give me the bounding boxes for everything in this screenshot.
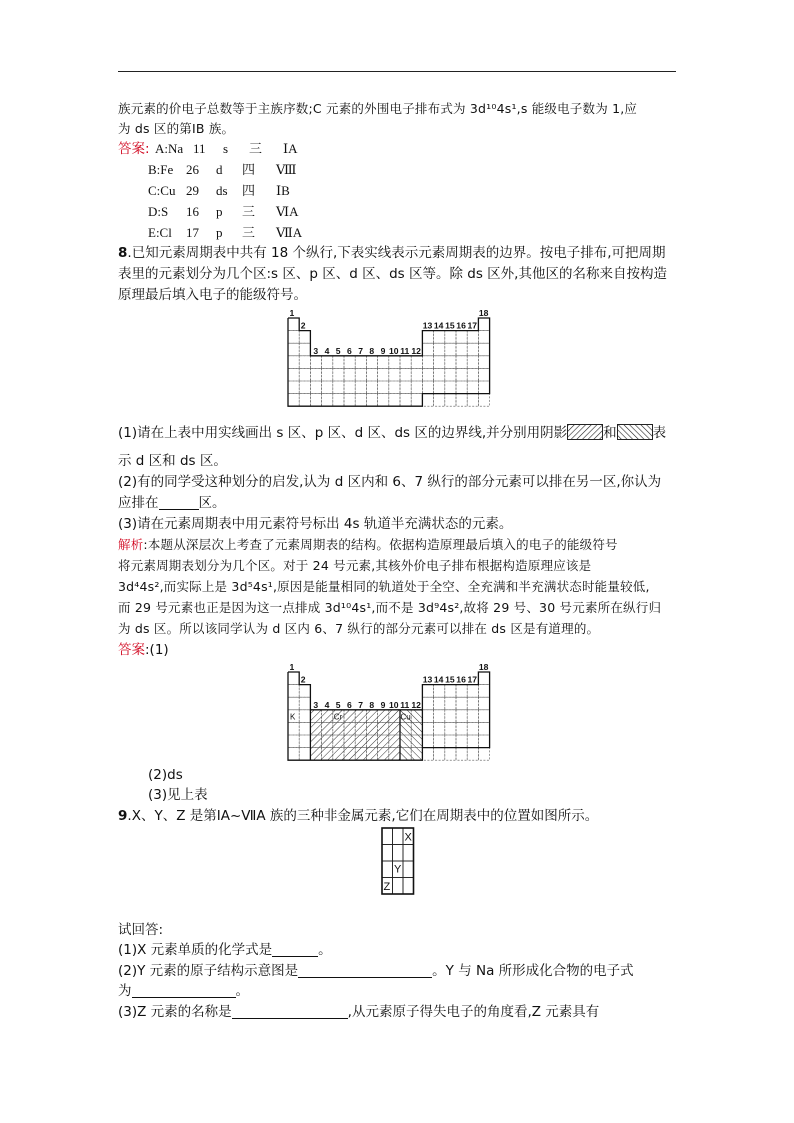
q8-part2-blank[interactable] xyxy=(159,495,199,510)
table-cell xyxy=(445,331,456,344)
q9-part2-line-1 xyxy=(118,961,678,981)
table-cell xyxy=(299,735,310,748)
q8-part1-text: (1)请在上表中用实线画出 s 区、p 区、d 区、ds 区的边界线,并分别用阴影 xyxy=(118,425,568,441)
table-cell xyxy=(333,368,344,381)
q9-part1-line xyxy=(118,940,678,960)
group-label-d: 11 xyxy=(400,345,410,356)
table-cell xyxy=(288,356,299,369)
q8-part2-tail: 区。 xyxy=(198,495,226,511)
table-cell xyxy=(366,381,377,394)
table-cell xyxy=(422,685,433,698)
table-cell xyxy=(422,735,433,748)
table-cell xyxy=(389,394,400,407)
periodic-table-answer xyxy=(286,660,512,764)
table-cell xyxy=(400,394,411,407)
xyz-cell xyxy=(403,861,414,878)
table-cell xyxy=(333,381,344,394)
answer7-row xyxy=(148,181,306,201)
table-cell xyxy=(445,735,456,748)
table-cell xyxy=(378,368,389,381)
q8-part1-line xyxy=(118,423,678,443)
table-cell xyxy=(434,343,445,356)
xyz-cell xyxy=(393,878,404,895)
table-cell xyxy=(422,722,433,735)
q9-part1-text: (1)X 元素单质的化学式是 xyxy=(118,942,273,958)
y-label: Y xyxy=(394,863,402,876)
answer8-part2: (2)ds xyxy=(148,767,183,783)
group-label-d: 4 xyxy=(324,699,330,710)
table-cell xyxy=(478,394,489,407)
table-cell xyxy=(467,735,478,748)
group-label-1: 1 xyxy=(289,662,295,672)
group-label-d: 10 xyxy=(389,345,399,356)
table-cell xyxy=(366,356,377,369)
table-cell xyxy=(422,331,433,344)
table-cell xyxy=(299,685,310,698)
table-cell xyxy=(411,368,422,381)
table-cell xyxy=(456,685,467,698)
table-cell xyxy=(478,748,489,761)
table-cell xyxy=(310,356,321,369)
q9-number: 9 xyxy=(118,808,128,824)
answer7-el: C:Cu xyxy=(148,183,176,198)
table-cell xyxy=(478,697,489,710)
table-cell xyxy=(411,381,422,394)
q9-part2-blank-2[interactable] xyxy=(132,983,236,998)
table-cell xyxy=(288,685,299,698)
z-label: Z xyxy=(383,881,391,893)
table-cell xyxy=(478,318,489,331)
q8-part1-line-2: 示 d 区和 ds 区。 xyxy=(118,453,227,469)
table-cell xyxy=(422,368,433,381)
q9-part2-text: (2)Y 元素的原子结构示意图是 xyxy=(118,963,299,979)
group-label-d: 6 xyxy=(347,699,352,710)
q9-part1-blank[interactable] xyxy=(272,942,318,957)
table-cell xyxy=(400,356,411,369)
table-cell xyxy=(478,381,489,394)
table-cell xyxy=(288,368,299,381)
table-cell xyxy=(434,697,445,710)
q9-part2-prefix: 为 xyxy=(118,983,132,999)
q8-part2-line-2 xyxy=(118,493,678,513)
answer7-group: ⅦA xyxy=(276,225,303,240)
group-label-p: 17 xyxy=(467,320,478,331)
answer7-row xyxy=(155,139,313,159)
table-cell xyxy=(445,368,456,381)
answer7-block: d xyxy=(216,162,223,177)
answer7-el: A:Na xyxy=(155,141,184,156)
q8-part1-tail: 表 xyxy=(652,425,667,441)
group-label-2: 2 xyxy=(300,674,306,685)
answer7-period: 四 xyxy=(242,183,256,198)
table-cell xyxy=(288,381,299,394)
group-label-d: 5 xyxy=(335,699,341,710)
table-cell xyxy=(422,697,433,710)
group-label-p: 14 xyxy=(433,320,444,331)
table-cell xyxy=(478,331,489,344)
q8-line-3: 原理最后填入电子的能级符号。 xyxy=(118,287,307,303)
table-cell xyxy=(445,685,456,698)
table-cell xyxy=(322,356,333,369)
table-cell xyxy=(478,672,489,685)
answer7-block: p xyxy=(216,225,223,240)
group-label-p: 16 xyxy=(456,320,466,331)
table-cell xyxy=(445,748,456,761)
group-label-p: 15 xyxy=(445,320,455,331)
table-cell xyxy=(467,368,478,381)
group-label-d: 10 xyxy=(389,699,399,710)
table-cell xyxy=(456,356,467,369)
table-cell xyxy=(299,381,310,394)
answer7-block: ds xyxy=(216,183,228,198)
header-rule xyxy=(118,71,676,72)
answer7-row xyxy=(148,160,306,180)
element-Cr: Cr xyxy=(333,712,343,722)
table-cell xyxy=(422,748,433,761)
answer7-block: p xyxy=(216,204,223,219)
table-cell xyxy=(467,685,478,698)
table-cell xyxy=(288,748,299,761)
analysis-line-3: 3d⁴4s²,而实际上是 3d⁵4s¹,原因是能量相同的轨道处于全空、全充满和半充满状态时能量较低, xyxy=(118,579,650,594)
table-cell xyxy=(478,735,489,748)
group-label-p: 15 xyxy=(445,674,455,685)
xyz-cell xyxy=(393,828,404,845)
table-cell xyxy=(400,368,411,381)
answer-label: 答案 xyxy=(118,141,145,157)
xyz-cell xyxy=(382,861,393,878)
table-cell xyxy=(478,722,489,735)
group-label-d: 9 xyxy=(380,699,386,710)
table-cell xyxy=(456,710,467,723)
table-cell xyxy=(445,394,456,407)
table-cell xyxy=(445,381,456,394)
group-label-d: 12 xyxy=(411,699,421,710)
analysis-line-5: 为 ds 区。所以该同学认为 d 区内 6、7 纵行的部分元素可以排在 ds 区是有道理的。 xyxy=(118,621,600,636)
table-cell xyxy=(434,735,445,748)
table-cell xyxy=(322,381,333,394)
table-cell xyxy=(299,343,310,356)
table-cell xyxy=(445,710,456,723)
table-cell xyxy=(344,381,355,394)
table-cell xyxy=(456,343,467,356)
answer7-period: 三 xyxy=(249,141,263,156)
table-cell xyxy=(422,343,433,356)
table-cell xyxy=(333,356,344,369)
group-label-p: 13 xyxy=(422,320,433,331)
group-label-p: 17 xyxy=(467,674,478,685)
analysis-label: 解析 xyxy=(118,537,144,552)
table-cell xyxy=(333,394,344,407)
answer7-block: s xyxy=(223,141,229,156)
q8-text-1: .已知元素周期表中共有 18 个纵行,下表实线表示元素周期表的边界。按电子排布,可把周期 xyxy=(127,245,666,261)
q9-part3-line xyxy=(118,1002,678,1022)
xyz-cell xyxy=(382,845,393,862)
group-label-d: 8 xyxy=(369,699,375,710)
table-cell xyxy=(445,697,456,710)
answer7-group: Ⅷ xyxy=(276,162,297,177)
q9-part3-tail: ,从元素原子得失电子的角度看,Z 元素具有 xyxy=(347,1004,600,1020)
q8-line-1 xyxy=(118,243,678,263)
table-cell xyxy=(478,710,489,723)
answer7-z: 11 xyxy=(193,141,206,156)
q9-part2-mid: 。Y 与 Na 所形成化合物的电子式 xyxy=(432,963,634,979)
answer7-el: E:Cl xyxy=(148,225,172,240)
q9-part1-tail: 。 xyxy=(318,942,332,958)
table-cell xyxy=(344,368,355,381)
q9-part3-blank[interactable] xyxy=(232,1004,348,1019)
table-cell xyxy=(299,394,310,407)
table-cell xyxy=(411,356,422,369)
q9-part2-blank-1[interactable] xyxy=(298,963,432,978)
analysis-line-1 xyxy=(118,535,678,555)
group-label-d: 12 xyxy=(411,345,421,356)
table-cell xyxy=(467,356,478,369)
answer7-period: 三 xyxy=(242,204,256,219)
table-cell xyxy=(310,368,321,381)
table-cell xyxy=(288,394,299,407)
q9-text-1: .X、Y、Z 是第ⅠA~ⅦA 族的三种非金属元素,它们在周期表中的位置如图所示。 xyxy=(127,808,599,824)
group-label-2: 2 xyxy=(300,320,306,331)
xyz-cell xyxy=(403,878,414,895)
q8-part1-and: 和 xyxy=(603,425,617,441)
group-label-p: 14 xyxy=(433,674,444,685)
table-cell xyxy=(299,722,310,735)
table-cell xyxy=(422,394,433,407)
table-cell xyxy=(299,697,310,710)
table-cell xyxy=(434,331,445,344)
table-cell xyxy=(299,748,310,761)
group-label-d: 4 xyxy=(324,345,330,356)
group-label-d: 5 xyxy=(335,345,341,356)
table-cell xyxy=(467,394,478,407)
answer8-part1: :(1) xyxy=(145,642,169,658)
answer8-label: 答案 xyxy=(118,642,145,658)
prev-analysis-line-2: 为 ds 区的第ⅠB 族。 xyxy=(118,121,235,136)
table-cell xyxy=(434,368,445,381)
hatch-pattern-b-icon xyxy=(617,424,653,440)
table-cell xyxy=(478,343,489,356)
answer7-row xyxy=(148,223,306,243)
table-cell xyxy=(434,381,445,394)
answer7-el: D:S xyxy=(148,204,169,219)
table-cell xyxy=(467,343,478,356)
prev-analysis-line-1: 族元素的价电子总数等于主族序数;C 元素的外围电子排布式为 3d¹⁰4s¹,s 能级电子数为 1,应 xyxy=(118,101,638,116)
table-cell xyxy=(467,331,478,344)
table-cell xyxy=(288,722,299,735)
q8-line-2: 表里的元素划分为几个区:s 区、p 区、d 区、ds 区等。除 ds 区外,其他区的名称来自按构造 xyxy=(118,266,667,282)
group-label-18: 18 xyxy=(478,308,489,318)
table-cell xyxy=(467,697,478,710)
table-cell xyxy=(355,356,366,369)
group-label-d: 7 xyxy=(358,699,363,710)
group-label-d: 9 xyxy=(380,345,386,356)
xyz-position-grid xyxy=(381,827,415,895)
table-cell xyxy=(422,710,433,723)
table-cell xyxy=(378,394,389,407)
table-cell xyxy=(467,381,478,394)
table-cell xyxy=(445,722,456,735)
group-label-1: 1 xyxy=(289,308,295,318)
q9-part2-tail: 。 xyxy=(235,983,249,999)
group-label-d: 6 xyxy=(347,345,352,356)
q9-part3-text: (3)Z 元素的名称是 xyxy=(118,1004,232,1020)
q9-part2-line-2 xyxy=(118,981,678,1001)
table-cell xyxy=(299,368,310,381)
table-cell xyxy=(456,722,467,735)
group-label-d: 3 xyxy=(313,699,319,710)
table-cell xyxy=(389,356,400,369)
table-cell xyxy=(355,368,366,381)
answer7-label-line: 答案: xyxy=(118,141,150,157)
group-label-p: 13 xyxy=(422,674,433,685)
table-cell xyxy=(434,685,445,698)
table-cell xyxy=(344,394,355,407)
table-cell xyxy=(456,394,467,407)
table-cell xyxy=(299,331,310,344)
periodic-table-outline xyxy=(286,306,512,410)
answer7-group: ⅥA xyxy=(276,204,299,219)
table-cell xyxy=(456,381,467,394)
answer8-part3: (3)见上表 xyxy=(148,787,208,803)
xyz-cell xyxy=(393,845,404,862)
analysis-text-1: :本题从深层次上考查了元素周期表的结构。依据构造原理最后填入的电子的能级符号 xyxy=(143,537,618,552)
table-cell xyxy=(288,697,299,710)
q8-part2-line-1: (2)有的同学受这种划分的启发,认为 d 区内和 6、7 纵行的部分元素可以排在另一区,你认为 xyxy=(118,474,662,490)
table-cell xyxy=(310,394,321,407)
table-cell xyxy=(445,343,456,356)
table-cell xyxy=(355,381,366,394)
table-cell xyxy=(434,710,445,723)
table-cell xyxy=(288,331,299,344)
table-cell xyxy=(378,356,389,369)
answer7-group: ⅠB xyxy=(276,183,290,198)
table-cell xyxy=(299,710,310,723)
xyz-cell xyxy=(403,845,414,862)
answer7-group: ⅠA xyxy=(283,141,298,156)
table-cell xyxy=(434,722,445,735)
analysis-line-2: 将元素周期表划分为几个区。对于 24 号元素,其核外价电子排布根据构造原理应该是 xyxy=(118,558,592,573)
analysis-line-4: 而 29 号元素也正是因为这一点排成 3d¹⁰4s¹,而不是 3d⁹4s²,故将 29 号、30 号元素所在纵行归 xyxy=(118,600,662,615)
table-cell xyxy=(366,368,377,381)
table-cell xyxy=(400,381,411,394)
table-cell xyxy=(299,356,310,369)
table-cell xyxy=(456,748,467,761)
table-cell xyxy=(411,394,422,407)
answer7-z: 29 xyxy=(186,183,199,198)
q9-line-1 xyxy=(118,806,678,826)
table-cell xyxy=(288,735,299,748)
table-cell xyxy=(322,394,333,407)
table-cell xyxy=(467,722,478,735)
group-label-d: 8 xyxy=(369,345,375,356)
table-cell xyxy=(456,331,467,344)
table-cell xyxy=(467,748,478,761)
group-label-p: 16 xyxy=(456,674,466,685)
table-cell xyxy=(467,710,478,723)
table-cell xyxy=(366,394,377,407)
table-cell xyxy=(434,356,445,369)
table-cell xyxy=(389,368,400,381)
group-label-d: 3 xyxy=(313,345,319,356)
table-cell xyxy=(434,394,445,407)
answer7-z: 26 xyxy=(186,162,199,177)
group-label-d: 7 xyxy=(358,345,363,356)
answer7-period: 三 xyxy=(242,225,256,240)
element-Cu: Cu xyxy=(400,712,411,722)
table-cell xyxy=(288,672,299,685)
answer7-el: B:Fe xyxy=(148,162,174,177)
table-cell xyxy=(422,356,433,369)
table-cell xyxy=(478,356,489,369)
answer7-z: 16 xyxy=(186,204,199,219)
table-cell xyxy=(434,748,445,761)
hatch-pattern-a-icon xyxy=(567,424,603,440)
table-cell xyxy=(355,394,366,407)
x-label: X xyxy=(404,831,412,844)
group-label-18: 18 xyxy=(478,662,489,672)
q8-number: 8 xyxy=(118,245,128,261)
answer8-line xyxy=(118,640,678,660)
table-cell xyxy=(322,368,333,381)
element-K: K xyxy=(290,712,296,722)
table-cell xyxy=(456,368,467,381)
table-cell xyxy=(378,381,389,394)
table-cell xyxy=(478,368,489,381)
table-cell xyxy=(310,381,321,394)
answer7-row xyxy=(148,202,306,222)
group-label-d: 11 xyxy=(400,699,410,710)
q8-part3-line: (3)请在元素周期表中用元素符号标出 4s 轨道半充满状态的元素。 xyxy=(118,516,513,532)
table-cell xyxy=(288,318,299,331)
table-cell xyxy=(478,685,489,698)
q9-try-line: 试回答: xyxy=(118,922,164,938)
table-cell xyxy=(456,735,467,748)
answer7-period: 四 xyxy=(242,162,256,177)
table-cell xyxy=(389,381,400,394)
table-cell xyxy=(456,697,467,710)
xyz-cell xyxy=(382,828,393,845)
table-cell xyxy=(422,381,433,394)
answer7-z: 17 xyxy=(186,225,199,240)
table-cell xyxy=(445,356,456,369)
q8-part2-text: 应排在 xyxy=(118,495,159,511)
table-cell xyxy=(288,343,299,356)
table-cell xyxy=(344,356,355,369)
